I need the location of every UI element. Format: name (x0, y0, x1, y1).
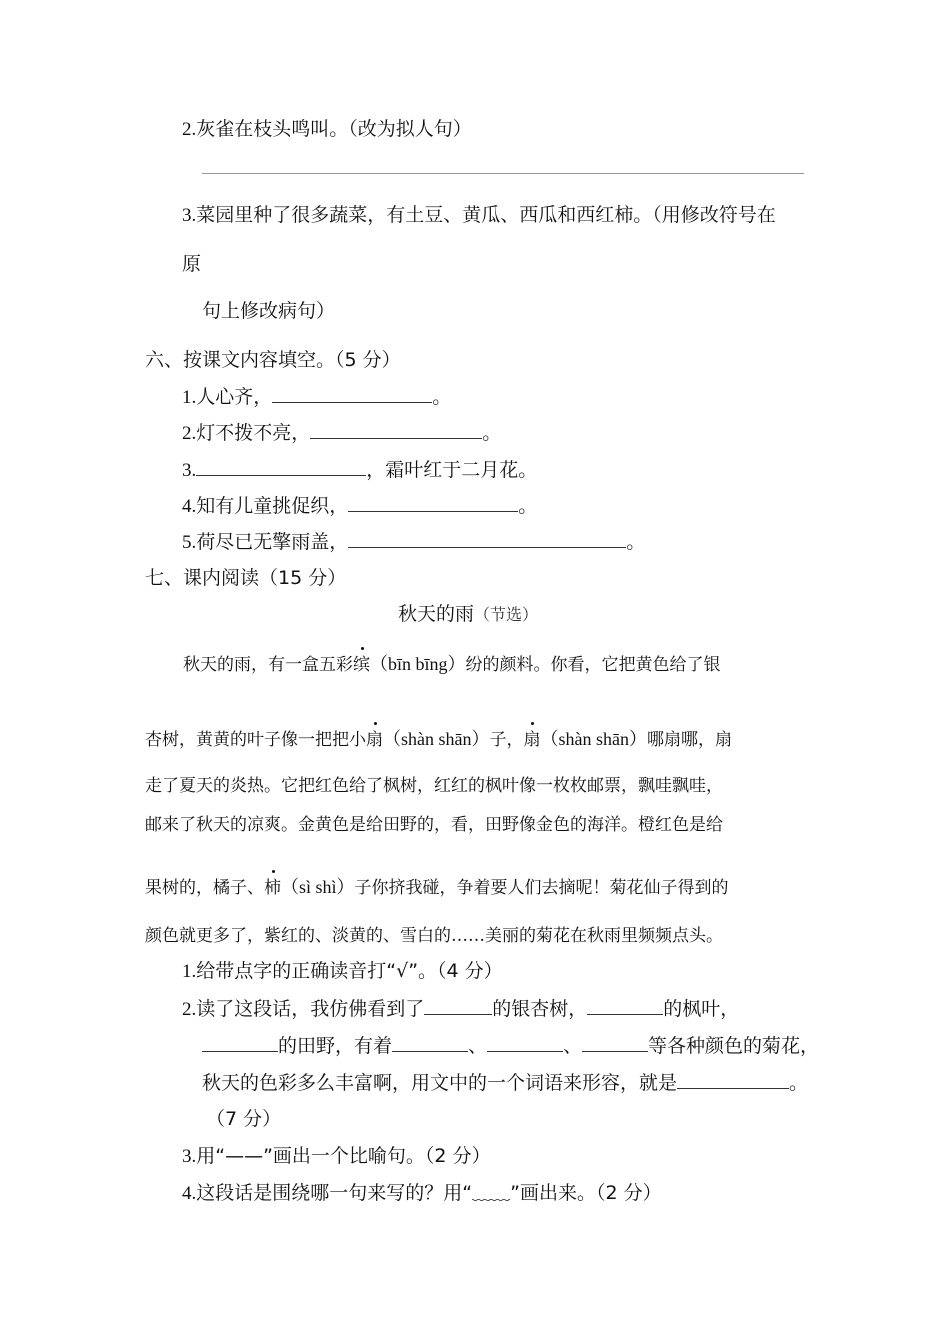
item-text: ，霜叶红于二月花。 (366, 459, 538, 481)
question-text: 、 (563, 1035, 583, 1057)
pinyin-choices[interactable]: （shàn shān） (383, 729, 490, 749)
answer-blank[interactable] (272, 384, 432, 403)
passage-line-3: 走了夏天的炎热。它把红色给了枫树，红红的枫叶像一枚枚邮票，飘哇飘哇， (145, 776, 723, 796)
item-text: 知有儿童挑促织， (196, 495, 349, 517)
question-text: 这段话是围绕哪一句来写的？用“﹏﹏”画出来。（2 分） (196, 1182, 662, 1204)
answer-blank[interactable] (202, 1033, 278, 1052)
item-text: 灯不拨不亮， (196, 422, 311, 444)
answer-blank[interactable] (487, 1033, 563, 1052)
question-text: 给带点字的正确读音打“√”。（4 分） (196, 960, 503, 982)
pinyin-choices[interactable]: （sì shì） (281, 877, 355, 897)
answer-blank[interactable] (587, 996, 663, 1015)
passage-text: 秋天的雨，有一盒五彩 (183, 655, 353, 675)
question-text: 读了这段话，我仿佛看到了 (196, 998, 425, 1020)
fill-item-5 (182, 529, 645, 555)
item-text: 。 (432, 386, 452, 408)
answer-blank[interactable] (392, 1033, 468, 1052)
question-5-3-wrap2: 句上修改病句） (202, 300, 336, 322)
fill-item-2 (182, 420, 501, 446)
question-number: 4. (182, 1183, 197, 1204)
reading-question-2-line2 (202, 1033, 819, 1058)
answer-line[interactable] (202, 173, 804, 174)
section-7-title: 七、课内阅读（15 分） (145, 567, 347, 589)
section-6-title: 六、按课文内容填空。（5 分） (145, 349, 401, 371)
question-text: 、 (468, 1035, 488, 1057)
passage-line-5 (145, 875, 729, 900)
reading-question-2 (182, 996, 739, 1022)
passage-line-2 (145, 727, 732, 752)
question-5-3-wrap: 原 (182, 253, 202, 275)
question-number: 4. (182, 496, 197, 517)
pinyin-choices[interactable]: （bīn bīng） (370, 654, 466, 674)
passage-line-1 (183, 652, 721, 677)
answer-blank[interactable] (196, 457, 366, 476)
question-number: 3. (182, 205, 197, 226)
pinyin-choices[interactable]: （shàn shān） (540, 729, 647, 749)
item-text: 。 (518, 495, 538, 517)
passage-text: 子， (489, 730, 524, 750)
answer-blank[interactable] (348, 493, 518, 512)
question-text: 等各种颜色的菊花， (648, 1035, 820, 1057)
reading-question-2-line3 (202, 1070, 808, 1095)
passage-title (398, 602, 538, 627)
dotted-char: 扇 (523, 730, 541, 750)
passage-line-4: 邮来了秋天的凉爽。金黄色是给田野的，看，田野像金色的海洋。橙红色是给 (145, 815, 723, 835)
fill-item-3 (182, 457, 537, 483)
question-number: 5. (182, 532, 197, 553)
passage-text: 哪扇哪，扇 (647, 730, 732, 750)
dotted-char: 扇 (366, 730, 383, 750)
passage-text: 果树的，橘子、 (145, 878, 264, 898)
question-text: 。 (789, 1072, 809, 1094)
question-number: 1. (182, 387, 197, 408)
answer-blank[interactable] (582, 1033, 648, 1052)
answer-blank[interactable] (310, 420, 482, 439)
reading-question-4 (182, 1181, 662, 1206)
reading-question-2-score: （7 分） (206, 1108, 282, 1130)
answer-blank[interactable] (677, 1070, 789, 1089)
item-text: 荷尽已无擎雨盖， (196, 531, 349, 553)
question-number: 3. (182, 1146, 197, 1167)
question-text: 的枫叶， (663, 998, 740, 1020)
reading-question-1 (182, 959, 503, 984)
question-text: 用“——”画出一个比喻句。（2 分） (196, 1145, 491, 1167)
question-number: 3. (182, 460, 197, 481)
dotted-char: 柿 (264, 878, 281, 898)
question-number: 1. (182, 961, 197, 982)
question-number: 2. (182, 423, 197, 444)
answer-blank[interactable] (348, 529, 626, 548)
passage-text: 杏树，黄黄的叶子像一把把小 (145, 730, 366, 750)
item-text: 。 (482, 422, 502, 444)
dotted-char: 缤 (353, 655, 370, 675)
question-number: 2. (182, 119, 197, 140)
question-text: 秋天的色彩多么丰富啊，用文中的一个词语来形容，就是 (202, 1072, 678, 1094)
question-text: 菜园里种了很多蔬菜，有土豆、黄瓜、西瓜和西红柿。（用修改符号在 (196, 204, 776, 226)
answer-blank[interactable] (424, 996, 492, 1015)
fill-item-4 (182, 493, 537, 519)
question-number: 2. (182, 999, 197, 1020)
passage-text: 子你挤我碰，争着要人们去摘呢！菊花仙子得到的 (354, 878, 729, 898)
item-text: 。 (626, 531, 646, 553)
fill-item-1 (182, 384, 451, 410)
question-text: 的田野，有着 (278, 1035, 393, 1057)
item-text: 人心齐， (196, 386, 273, 408)
passage-line-6: 颜色就更多了，紫红的、淡黄的、雪白的……美丽的菊花在秋雨里频频点头。 (145, 926, 723, 946)
passage-text: 纷的颜料。你看，它把黄色给了银 (465, 655, 721, 675)
question-text: 的银杏树， (492, 998, 588, 1020)
question-text: 灰雀在枝头鸣叫。（改为拟人句） (196, 118, 472, 140)
reading-question-3 (182, 1144, 491, 1169)
question-5-3 (182, 203, 776, 228)
passage-note: （节选） (474, 605, 539, 624)
passage-title-text: 秋天的雨 (398, 603, 475, 625)
question-5-2 (182, 117, 472, 142)
